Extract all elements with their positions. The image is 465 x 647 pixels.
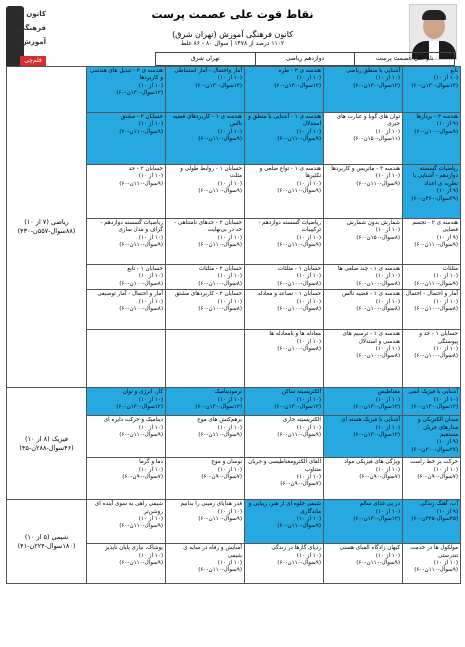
- topic-cell: [87, 67, 166, 113]
- topic-detail: (۸سوال-۱۰۰ن-۶۰): [414, 353, 458, 360]
- topic-detail: (۱۲سوال-۱۳۰ن-۶۰): [353, 404, 400, 411]
- topic-title: حسابان ۲ - حد: [128, 166, 163, 172]
- topic-score: (۱۰ از ۱۰): [217, 180, 242, 187]
- topic-cell: [324, 265, 403, 290]
- topic-title: حسابان ۲ - کاربردهای مشتق: [174, 291, 242, 298]
- topic-title: الکتریسیته جاری: [282, 417, 321, 424]
- topic-title: مغناطیس: [377, 389, 400, 396]
- topic-score: (۱۰ از ۱۰): [375, 346, 400, 353]
- topic-title: قدر هدایای زمینی را بدانیم: [180, 501, 242, 508]
- topic-detail: (۹سوال-۱۱۰ن-۶۰): [198, 242, 242, 249]
- topic-cell: [245, 388, 324, 416]
- logo-text-3: آموزش: [21, 38, 46, 46]
- topic-title: شیمی جلوه ای از هنر، زیبایی و ماندگاری: [248, 501, 321, 515]
- topic-cell: [166, 416, 245, 458]
- subject-name: ریاضی (۷ از ۱۰): [24, 218, 69, 227]
- topic-score: (۱۰ از ۱۰): [296, 234, 321, 241]
- topic-title: هندسه ی ۱ - آشنایی با منطق و استدلال: [248, 114, 321, 128]
- topic-score: (۱۰ از ۱۰): [375, 508, 400, 515]
- topic-title: حسابان ۱ - روابط طولی و مثلث: [180, 166, 242, 180]
- topic-cell: [87, 500, 166, 544]
- topic-score: (۱۰ از ۱۰): [217, 424, 242, 431]
- topic-score: (۱۰ از ۱۰): [217, 234, 242, 241]
- topic-title: توان های گویا و عبارت های جبری: [336, 114, 400, 128]
- topic-cell: [166, 388, 245, 416]
- topic-score: (۱۰ از ۱۰): [296, 552, 321, 559]
- topic-detail: (۸سوال-۱۰۰ن-۶۰): [277, 280, 321, 287]
- topic-score: (۱۰ از ۱۰): [433, 273, 458, 280]
- topic-detail: (۸سوال-۱۰۰ن-۶۰): [356, 280, 400, 287]
- topic-cell: [87, 330, 166, 388]
- topic-score: (۱۰ از ۱۰): [138, 552, 163, 559]
- topic-cell: [87, 458, 166, 500]
- topic-score: (۱۰ از ۱۰): [433, 396, 458, 403]
- topic-detail: (۱۲سوال-۱۳۰ن-۶۰): [274, 404, 321, 411]
- topic-score: (۹ از ۱۰): [436, 121, 458, 128]
- topic-detail: (۷سوال-۹۰ن-۶۰): [359, 474, 400, 481]
- topic-score: (۱۰ از ۱۰): [138, 273, 163, 280]
- topic-detail: (۹سوال-۱۱۰ن-۶۰): [119, 180, 163, 187]
- topic-title: هندسه ی ۲ - تجسم فضایی: [412, 220, 458, 234]
- page-subtitle: کانون فرهنگی آموزش (تهران شرق): [172, 30, 293, 39]
- topic-cell: [87, 219, 166, 265]
- topic-score: (۱۰ از ۱۰): [217, 466, 242, 473]
- topic-detail: (۷سوال-۹۰ن-۶۰): [417, 474, 458, 481]
- topic-score: (۱۰ از ۱۰): [375, 396, 400, 403]
- topic-detail: (۹سوال-۱۱۰ن-۶۰): [119, 128, 163, 135]
- subject-name: فیزیک (۸ از ۱۰): [25, 434, 68, 443]
- topic-title: آشنایی با منطق ریاضی: [346, 68, 400, 74]
- topic-title: حسابان ۱ - تابع: [127, 266, 163, 272]
- topic-cell: [87, 388, 166, 416]
- topic-detail: (۱۲سوال-۱۳۰ن-۶۰): [353, 516, 400, 523]
- topic-score: (۱۰ از ۱۰): [375, 128, 400, 135]
- strengths-table: [6, 66, 461, 584]
- topic-score: (۱۰ از ۱۰): [138, 82, 163, 89]
- topic-cell: [403, 290, 461, 330]
- topic-title: ترمودینامیک: [214, 389, 242, 396]
- topic-score: (۱۰ از ۱۰): [296, 396, 321, 403]
- page-title: نقاط قوت علی عصمت پرست: [151, 8, 314, 21]
- topic-title: هندسه ی ۱ - قضیه تالس: [342, 291, 400, 298]
- topic-title: آشنایی با فیزیک هسته ای: [341, 417, 400, 424]
- topic-cell: [166, 265, 245, 290]
- topic-detail: (۷سوال-۹۰ن-۶۰): [122, 474, 163, 481]
- topic-title: شمارش بدون شمارش: [346, 220, 400, 226]
- topic-detail: (۱۲سوال-۱۳۰ن-۶۰): [411, 82, 458, 89]
- topic-cell: [166, 290, 245, 330]
- topic-title: حسابان ۱ - مثلثات: [277, 266, 321, 272]
- topic-cell: [87, 113, 166, 165]
- subject-detail: (۸۸سوال-۵۵۷ن-۴۳۰): [17, 227, 76, 236]
- topic-title: ریاضیات گسسته دوازدهم - گراف و مدل سازی: [100, 220, 163, 234]
- topic-cell: [324, 113, 403, 165]
- topic-title: ردپای گازها در زندگی: [271, 545, 321, 552]
- topic-detail: (۹سوال-۱۱۰ن-۶۰): [356, 560, 400, 567]
- topic-title: حسابان ۱ - تصاعد و معادله: [257, 291, 321, 298]
- topic-cell: [245, 458, 324, 500]
- topic-title: حسابان ۲ - مثلثات: [198, 266, 242, 272]
- topic-title: حسابان ۱ - حد و پیوستگی: [419, 331, 458, 345]
- topic-detail: (۸سوال-۱۰۰ن-۶۰): [414, 306, 458, 313]
- table-row: [7, 500, 461, 544]
- topic-detail: (۹سوال-۱۱۰ن-۶۰): [198, 567, 242, 574]
- subject-name: شیمی (۵ از ۱۰): [24, 532, 69, 541]
- topic-detail: (۹سوال-۱۱۰ن-۶۰): [119, 242, 163, 249]
- topic-detail: (۷سوال-۹۰ن-۶۰): [201, 474, 242, 481]
- topic-title: هندسه ی ۱ - کاربردهای قضیه تالس: [172, 114, 242, 128]
- topic-score: (۹ از ۱۰): [436, 508, 458, 515]
- student-name: نام علی عصمت پرست: [354, 53, 454, 65]
- topic-detail: (۸سوال-۱۵۰ن-۶۰): [356, 234, 400, 241]
- topic-cell: [403, 265, 461, 290]
- topic-score: (۱۰ از ۱۰): [138, 298, 163, 305]
- topic-title: الکتریسیته ساکن: [281, 389, 321, 396]
- topic-score: (۱۰ از ۱۰): [296, 75, 321, 82]
- topic-detail: (۸سوال-۱۰۰ن-۶۰): [356, 306, 400, 313]
- topic-cell: [245, 290, 324, 330]
- topic-title: هندسه ی ۱ - تواع ضلعی و تکثیرها: [259, 166, 321, 180]
- topic-cell: [324, 416, 403, 458]
- topic-cell: [324, 219, 403, 265]
- topic-score: (۱۰ از ۱۰): [375, 173, 400, 180]
- topic-cell: [403, 500, 461, 544]
- topic-detail: (۹سوال-۱۱۰ن-۶۰): [277, 136, 321, 143]
- topic-score: (۱۰ از ۱۰): [217, 128, 242, 135]
- topic-cell: [245, 219, 324, 265]
- topic-cell: [324, 388, 403, 416]
- topic-score: (۱۰ از ۱۰): [296, 128, 321, 135]
- topic-title: کار، انرژی و توان: [122, 389, 163, 396]
- topic-cell: [245, 544, 324, 584]
- topic-detail: (۹سوال-۱۱۰ن-۶۰): [119, 523, 163, 530]
- topic-title: حسابان ۲ - حدهای نامتناهی - حد در بی‌نهایت: [174, 220, 242, 234]
- topic-score: (۱۰ از ۱۰): [375, 552, 400, 559]
- topic-detail: (۱۲سوال-۱۳۰ن-۶۰): [116, 90, 163, 97]
- topic-detail: (۹سوال-۱۱۰ن-۶۰): [277, 560, 321, 567]
- topic-title: حسابان ۲ - مشتق: [120, 114, 163, 120]
- topic-detail: (۷سوال-۹۰ن-۶۰): [280, 481, 321, 488]
- overall-stats: ۱۱۰۲ درصد از ۱۴۷۸ | سوال ۸۰ - ۸۶ غلط: [180, 40, 285, 47]
- topic-cell: [166, 67, 245, 113]
- topic-score: (۱۰ از ۱۰): [375, 424, 400, 431]
- topic-cell: [87, 165, 166, 219]
- topic-cell: [166, 544, 245, 584]
- topic-cell: [324, 330, 403, 388]
- student-branch: تهران شرق: [190, 55, 220, 62]
- topic-title: معادله ها و نامعادله ها: [269, 331, 321, 338]
- topic-detail: (۸سوال-۱۰۰ن-۶۰): [198, 306, 242, 313]
- topic-score: (۱۰ از ۱۰): [138, 234, 163, 241]
- topic-detail: (۱۲سوال-۱۳۰ن-۶۰): [274, 82, 321, 89]
- topic-score: (۱۰ از ۱۰): [217, 560, 242, 567]
- topic-title: هندسه ی ۲ - تبدیل های هندسی و کاربردها: [89, 68, 163, 82]
- topic-detail: (۹سوال-۱۰۰ن-۶۰): [414, 128, 458, 135]
- subject-cell: [7, 388, 87, 500]
- topic-title: میدان الکتریکی و مدارهای جریان مستقیم: [418, 417, 458, 439]
- topic-score: (۱۰ از ۱۰): [375, 298, 400, 305]
- topic-cell: [324, 290, 403, 330]
- topic-score: (۱۰ از ۱۰): [433, 346, 458, 353]
- topic-cell: [245, 500, 324, 544]
- topic-detail: (۱۲سوال-۱۳۰ن-۶۰): [411, 404, 458, 411]
- table-row: [7, 67, 461, 113]
- topic-score: (۱۰ از ۱۰): [296, 516, 321, 523]
- topic-detail: (۹سوال-۱۱۰ن-۶۰): [119, 432, 163, 439]
- topic-cell: [403, 388, 461, 416]
- topic-score: (۱۰ از ۱۰): [217, 273, 242, 280]
- logo-text-2: فرهنگی: [18, 24, 46, 32]
- topic-cell: [166, 113, 245, 165]
- topic-cell: [403, 165, 461, 219]
- topic-cell: [245, 330, 324, 388]
- topic-title: نوسان و موج: [211, 459, 242, 466]
- topic-score: (۱۰ از ۱۰): [296, 474, 321, 481]
- topic-title: ریاضیات گسسته دوازدهم - آشنایی با نظریه ی اعداد: [412, 166, 458, 187]
- topic-score: (۱۰ از ۱۰): [296, 424, 321, 431]
- topic-score: (۱۰ از ۱۰): [217, 396, 242, 403]
- topic-cell: [324, 458, 403, 500]
- topic-score: (۱۰ از ۱۰): [138, 173, 163, 180]
- topic-title: هندسه ی ۲ - طره: [278, 68, 321, 74]
- subject-cell: [7, 500, 87, 584]
- topic-detail: (۹سوال-۱۱۰ن-۶۰): [198, 432, 242, 439]
- topic-title: آمار و احتمال - آمار توصیفی: [97, 291, 163, 298]
- subject-detail: (۴۶سوال-۲۸۸ن-۴۵): [19, 443, 74, 452]
- topic-title: آمار واحتمال - آمار استنباطی: [174, 68, 242, 74]
- topic-title: در پی غذای سالم: [359, 501, 400, 508]
- subject-detail: (۱۸۰سوال-۲۲۴ن-۴۱): [17, 541, 76, 550]
- topic-cell: [87, 265, 166, 290]
- topic-score: (۹ از ۱۰): [436, 439, 458, 446]
- topic-title: هندسه ی ۱ - چند ضلعی ها: [337, 266, 400, 272]
- topic-cell: [245, 165, 324, 219]
- topic-score: (۹ از ۱۰): [436, 234, 458, 241]
- topic-score: (۱۰ از ۱۰): [433, 560, 458, 567]
- topic-detail: (۹سوال-۱۱۰ن-۶۰): [356, 180, 400, 187]
- topic-detail: (۱۲سوال-۱۳۰ن-۶۰): [353, 82, 400, 89]
- topic-title: مولکول ها در خدمت تندرستی: [410, 545, 458, 559]
- topic-title: پوشاک، نیازی پایان ناپذیر: [104, 545, 163, 552]
- table-row: [7, 388, 461, 416]
- topic-score: (۱۰ از ۱۰): [375, 466, 400, 473]
- topic-score: (۱۰ از ۱۰): [138, 424, 163, 431]
- topic-cell: [87, 290, 166, 330]
- topic-detail: (۹سوال-۱۱۰ن-۶۰): [414, 242, 458, 249]
- topic-title: هندسه ۳ - ماتریس و کاربردها: [331, 166, 400, 172]
- topic-cell: [324, 67, 403, 113]
- student-grade: دوازدهم ریاضی: [255, 53, 355, 65]
- topic-score: (۱۰ از ۱۰): [296, 180, 321, 187]
- topic-cell: [403, 219, 461, 265]
- topic-cell: [166, 500, 245, 544]
- topic-score: (۱۰ از ۱۰): [217, 298, 242, 305]
- topic-score: (۱۰ از ۱۰): [138, 466, 163, 473]
- topic-detail: (۱۲سوال-۱۳۰ن-۶۰): [116, 404, 163, 411]
- topic-cell: [403, 113, 461, 165]
- topic-detail: (۸سوال-۱۰۰ن-۶۰): [277, 346, 321, 353]
- topic-title: آشنایی با فیزیک اتمی: [408, 389, 458, 396]
- topic-detail: (۱۲سوال-۱۳۰ن-۶۰): [353, 432, 400, 439]
- topic-score: (۱۰ از ۱۰): [138, 396, 163, 403]
- topic-cell: [245, 113, 324, 165]
- topic-title: هندسه ۳ - بردارها: [416, 114, 458, 120]
- topic-cell: [166, 458, 245, 500]
- subject-cell: [7, 67, 87, 388]
- topic-title: آسایش و رفاه در سایه ی شیمی: [183, 545, 242, 559]
- topic-cell: [403, 67, 461, 113]
- topic-detail: (۹سوال-۱۱۰ن-۶۰): [277, 523, 321, 530]
- topic-title: برهم‌کنش های موج: [197, 417, 242, 424]
- topic-detail: (۲۷سوال-۳۰۰ن-۶۰): [411, 446, 458, 453]
- topic-cell: [403, 458, 461, 500]
- topic-detail: (۹سوال-۱۱۰ن-۶۰): [198, 188, 242, 195]
- topic-detail: (۱۲سوال-۱۳۰ن-۶۰): [195, 82, 242, 89]
- topic-title: دینامیک و حرکت دایره ای: [103, 417, 163, 424]
- topic-detail: (۸سوال-۱۰۰ن-۶۰): [277, 306, 321, 313]
- topic-title: کیهان زادگاه الفبای هستی: [339, 545, 400, 552]
- logo-text-1: کانون: [26, 10, 46, 18]
- topic-detail: (۹سوال-۱۱۰ن-۶۰): [277, 242, 321, 249]
- topic-cell: [403, 544, 461, 584]
- topic-score: (۱۰ از ۱۰): [375, 75, 400, 82]
- topic-cell: [324, 165, 403, 219]
- topic-score: (۱۰ از ۱۰): [296, 273, 321, 280]
- topic-detail: (۹سوال-۱۱۰ن-۶۰): [414, 280, 458, 287]
- topic-cell: [245, 265, 324, 290]
- topic-cell: [403, 330, 461, 388]
- topic-cell: [245, 67, 324, 113]
- topic-score: (۱۰ از ۱۰): [217, 508, 242, 515]
- topic-title: ریاضیات گسسته دوازدهم - ترکیبیات: [258, 220, 321, 234]
- topic-cell: [324, 500, 403, 544]
- topic-cell: [87, 544, 166, 584]
- topic-detail: (۳۹سوال-۴۶۰ن-۶۰): [411, 195, 458, 202]
- topic-title: دما و گرما: [139, 459, 163, 466]
- topic-title: آمار و احتمال - احتمال: [405, 291, 458, 298]
- topic-title: مثلثات: [442, 266, 458, 272]
- topic-cell: [166, 219, 245, 265]
- topic-score: (۹ از ۱۰): [436, 188, 458, 195]
- topic-title: القای الکترومغناطیسی و جریان متناوب: [248, 459, 321, 473]
- topic-cell: [166, 165, 245, 219]
- topic-detail: (۹سوال-۱۱۰ن-۶۰): [414, 567, 458, 574]
- topic-title: هندسه ی ۱ - ترسیم های هندسی و استدلال: [342, 331, 400, 345]
- topic-detail: (۹سوال-۱۱۰ن-۶۰): [277, 188, 321, 195]
- topic-cell: [324, 544, 403, 584]
- student-info-row: [155, 52, 455, 66]
- topic-score: (۱۰ از ۱۰): [375, 227, 400, 234]
- topic-score: (۱۰ از ۱۰): [138, 121, 163, 128]
- topic-score: (۱۰ از ۱۰): [433, 466, 458, 473]
- topic-title: شیمی راهی به سوی آینده ای روشن‌تر: [94, 501, 163, 515]
- topic-detail: (۹سوال-۱۱۰ن-۶۰): [119, 560, 163, 567]
- topic-title: آب، آهنگ زندگی: [420, 501, 458, 508]
- topic-score: (۱۰ از ۱۰): [433, 75, 458, 82]
- topic-cell: [166, 330, 245, 388]
- topic-score: (۱۰ از ۱۰): [138, 516, 163, 523]
- topic-cell: [245, 416, 324, 458]
- topic-score: (۱۰ از ۱۰): [217, 75, 242, 82]
- topic-detail: (۹سوال-۱۱۰ن-۶۰): [198, 516, 242, 523]
- topic-detail: (۹سوال-۱۱۰ن-۶۰): [277, 432, 321, 439]
- report-header: [0, 0, 465, 64]
- topic-cell: [403, 416, 461, 458]
- topic-score: (۱۰ از ۱۰): [296, 338, 321, 345]
- topic-score: (۱۰ از ۱۰): [296, 298, 321, 305]
- topic-detail: (۲۵سوال-۳۲۵ن-۶۰): [411, 516, 458, 523]
- topic-detail: (۸سوال-۱۰۰ن-۶۰): [119, 306, 163, 313]
- topic-detail: (۸سوال-۱۰۰ن-۶۰): [119, 280, 163, 287]
- topic-detail: (۸سوال-۱۰۰ن-۶۰): [356, 353, 400, 360]
- topic-score: (۱۰ از ۱۰): [375, 273, 400, 280]
- topic-detail: (۸سوال-۱۰۰ن-۶۰): [198, 280, 242, 287]
- topic-detail: (۱۲سوال-۱۳۰ن-۶۰): [195, 404, 242, 411]
- topic-title: تابع: [450, 68, 458, 74]
- topic-detail: (۱۱سوال-۱۵۰ن-۶۰): [353, 136, 400, 143]
- topic-score: (۱۰ از ۱۰): [433, 298, 458, 305]
- topic-cell: [87, 416, 166, 458]
- topic-title: حرکت بر خط راست: [410, 459, 458, 466]
- logo-badge: قلم‌چی: [20, 56, 46, 66]
- topic-detail: (۹سوال-۱۱۰ن-۶۰): [198, 136, 242, 143]
- topic-title: ویژگی های فیزیکی مواد: [344, 459, 400, 466]
